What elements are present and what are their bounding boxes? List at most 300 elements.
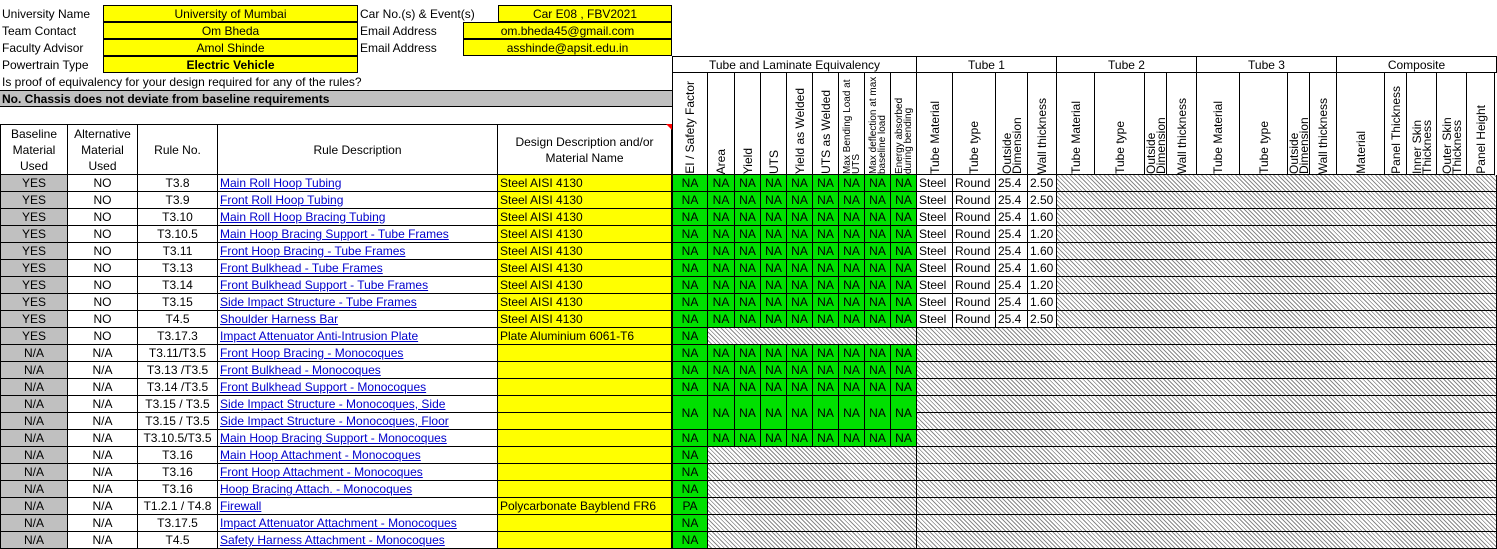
equivalency-cell[interactable]: NA: [891, 294, 917, 311]
alternative-cell[interactable]: NO: [68, 175, 138, 192]
ei-safety-factor-cell[interactable]: NA: [672, 481, 708, 498]
equivalency-cell[interactable]: NA: [813, 192, 839, 209]
hatched-cells: [917, 515, 1497, 532]
alternative-cell[interactable]: N/A: [68, 396, 138, 413]
rule-description-link[interactable]: Side Impact Structure - Monocoques, Side: [218, 396, 498, 413]
alternative-cell[interactable]: NO: [68, 209, 138, 226]
equivalency-cell[interactable]: NA: [865, 311, 891, 328]
baseline-cell[interactable]: YES: [0, 226, 68, 243]
baseline-cell[interactable]: YES: [0, 192, 68, 209]
equivalency-cell[interactable]: NA: [865, 362, 891, 379]
design-description-cell[interactable]: Steel AISI 4130: [498, 294, 672, 311]
design-description-cell[interactable]: [498, 515, 672, 532]
rule-description-link[interactable]: Front Hoop Bracing - Tube Frames: [218, 243, 498, 260]
rule-description-link[interactable]: Main Roll Hoop Tubing: [218, 175, 498, 192]
design-description-cell[interactable]: [498, 481, 672, 498]
design-description-cell[interactable]: Polycarbonate Bayblend FR6: [498, 498, 672, 515]
equivalency-cell[interactable]: NA: [708, 396, 735, 430]
rule-description-link[interactable]: Side Impact Structure - Monocoques, Floor: [218, 413, 498, 430]
tube1-material-cell[interactable]: Steel: [917, 311, 953, 328]
header-tube1-material: [917, 73, 953, 175]
equivalency-cell[interactable]: NA: [891, 192, 917, 209]
equivalency-cell[interactable]: NA: [839, 243, 865, 260]
alternative-cell[interactable]: NO: [68, 226, 138, 243]
ei-safety-factor-cell[interactable]: NA: [672, 192, 708, 209]
header-text: Tube type: [967, 121, 981, 174]
rule-description-link[interactable]: Firewall: [218, 498, 498, 515]
header-tube3-material: [1197, 73, 1240, 175]
equivalency-cell[interactable]: NA: [813, 345, 839, 362]
header-uts-as-welded: [813, 73, 839, 175]
hatched-cells: [917, 532, 1497, 549]
tube1-material-cell[interactable]: Steel: [917, 226, 953, 243]
hatched-cells: [708, 328, 917, 345]
equivalency-cell[interactable]: NA: [761, 294, 787, 311]
equivalency-cell[interactable]: NA: [839, 430, 865, 447]
tube1-wall-cell[interactable]: 2.50: [1028, 311, 1057, 328]
equivalency-cell[interactable]: NA: [708, 294, 735, 311]
alternative-cell[interactable]: N/A: [68, 464, 138, 481]
equivalency-cell[interactable]: NA: [865, 430, 891, 447]
rule-no-cell: T3.11/T3.5: [138, 345, 218, 362]
equivalency-cell[interactable]: NA: [839, 345, 865, 362]
equivalency-cell[interactable]: NA: [839, 209, 865, 226]
equivalency-cell[interactable]: NA: [891, 379, 917, 396]
design-description-cell[interactable]: [498, 362, 672, 379]
equivalency-cell[interactable]: NA: [708, 260, 735, 277]
baseline-cell[interactable]: N/A: [0, 532, 68, 549]
faculty-advisor-value[interactable]: Amol Shinde: [103, 39, 358, 56]
equivalency-cell[interactable]: NA: [839, 175, 865, 192]
header-yield: [735, 73, 761, 175]
equivalency-cell[interactable]: NA: [891, 243, 917, 260]
ei-safety-factor-cell[interactable]: NA: [672, 294, 708, 311]
equivalency-cell[interactable]: NA: [813, 260, 839, 277]
equivalency-cell[interactable]: NA: [761, 209, 787, 226]
rule-description-link[interactable]: Front Hoop Attachment - Monocoques: [218, 464, 498, 481]
equivalency-cell[interactable]: NA: [787, 209, 813, 226]
alternative-cell[interactable]: N/A: [68, 498, 138, 515]
tube1-wall-cell[interactable]: 1.60: [1028, 294, 1057, 311]
baseline-cell[interactable]: N/A: [0, 413, 68, 430]
equivalency-cell[interactable]: NA: [813, 243, 839, 260]
tube1-wall-cell[interactable]: 1.60: [1028, 260, 1057, 277]
tube1-od-cell[interactable]: 25.4: [996, 260, 1028, 277]
equivalency-cell[interactable]: NA: [865, 243, 891, 260]
equivalency-cell[interactable]: NA: [865, 345, 891, 362]
equivalency-cell[interactable]: NA: [787, 362, 813, 379]
rule-description-link[interactable]: Front Roll Hoop Tubing: [218, 192, 498, 209]
design-description-cell[interactable]: Steel AISI 4130: [498, 209, 672, 226]
equivalency-cell[interactable]: NA: [735, 175, 761, 192]
ei-safety-factor-cell[interactable]: NA: [672, 430, 708, 447]
tube1-type-cell[interactable]: Round: [953, 192, 996, 209]
ei-safety-factor-cell[interactable]: NA: [672, 379, 708, 396]
baseline-cell[interactable]: N/A: [0, 430, 68, 447]
equivalency-cell[interactable]: NA: [761, 396, 787, 430]
tube1-type-cell[interactable]: Round: [953, 277, 996, 294]
equivalency-cell[interactable]: NA: [735, 192, 761, 209]
ei-safety-factor-cell[interactable]: NA: [672, 345, 708, 362]
equivalency-cell[interactable]: NA: [787, 192, 813, 209]
equivalency-question: Is proof of equivalency for your design required for any of the rules?: [2, 74, 362, 89]
email-value-1[interactable]: om.bheda45@gmail.com: [463, 22, 672, 39]
alternative-cell[interactable]: N/A: [68, 413, 138, 430]
baseline-cell[interactable]: N/A: [0, 515, 68, 532]
ei-safety-factor-cell[interactable]: NA: [672, 464, 708, 481]
equivalency-cell[interactable]: NA: [735, 243, 761, 260]
header-text: UTS: [766, 150, 781, 174]
equivalency-cell[interactable]: NA: [839, 379, 865, 396]
equivalency-cell[interactable]: NA: [787, 430, 813, 447]
equivalency-cell[interactable]: NA: [761, 243, 787, 260]
rule-no-cell: T3.15: [138, 294, 218, 311]
tube1-type-cell[interactable]: Round: [953, 209, 996, 226]
equivalency-cell[interactable]: NA: [761, 175, 787, 192]
tube1-od-cell[interactable]: 25.4: [996, 311, 1028, 328]
equivalency-cell[interactable]: NA: [813, 209, 839, 226]
ei-safety-factor-cell[interactable]: NA: [672, 447, 708, 464]
equivalency-cell[interactable]: NA: [865, 209, 891, 226]
header-tube1-type: [953, 73, 996, 175]
rule-description-link[interactable]: Impact Attenuator Anti-Intrusion Plate: [218, 328, 498, 345]
design-description-cell[interactable]: [498, 345, 672, 362]
equivalency-cell[interactable]: NA: [891, 209, 917, 226]
tube1-material-cell[interactable]: Steel: [917, 192, 953, 209]
equivalency-cell[interactable]: NA: [813, 277, 839, 294]
tube1-wall-cell[interactable]: 2.50: [1028, 175, 1057, 192]
hatched-cells: [917, 430, 1497, 447]
tube1-type-cell[interactable]: Round: [953, 243, 996, 260]
hatched-cells: [1057, 243, 1497, 260]
equivalency-cell[interactable]: NA: [891, 260, 917, 277]
tube1-type-cell[interactable]: Round: [953, 294, 996, 311]
rule-description-link[interactable]: Safety Harness Attachment - Monocoques: [218, 532, 498, 549]
baseline-cell[interactable]: N/A: [0, 447, 68, 464]
equivalency-cell[interactable]: NA: [813, 294, 839, 311]
tube1-type-cell[interactable]: Round: [953, 260, 996, 277]
design-description-cell[interactable]: [498, 430, 672, 447]
equivalency-cell[interactable]: NA: [708, 192, 735, 209]
design-description-cell[interactable]: [498, 413, 672, 430]
equivalency-cell[interactable]: NA: [839, 260, 865, 277]
alternative-cell[interactable]: N/A: [68, 379, 138, 396]
baseline-cell[interactable]: N/A: [0, 345, 68, 362]
header-rule-description: Rule Description: [218, 124, 498, 175]
baseline-cell[interactable]: YES: [0, 175, 68, 192]
rule-description-link[interactable]: Front Bulkhead - Tube Frames: [218, 260, 498, 277]
header-tube3-type: [1240, 73, 1288, 175]
design-description-cell[interactable]: Steel AISI 4130: [498, 260, 672, 277]
equivalency-cell[interactable]: NA: [865, 175, 891, 192]
alternative-cell[interactable]: NO: [68, 277, 138, 294]
equivalency-cell[interactable]: NA: [891, 175, 917, 192]
baseline-cell[interactable]: YES: [0, 311, 68, 328]
rule-no-cell: T3.17.5: [138, 515, 218, 532]
university-value[interactable]: University of Mumbai: [103, 5, 358, 22]
equivalency-cell[interactable]: NA: [891, 396, 917, 430]
alternative-cell[interactable]: NO: [68, 192, 138, 209]
header-text: UTS as Welded: [818, 90, 833, 174]
ei-safety-factor-cell[interactable]: NA: [672, 175, 708, 192]
equivalency-cell[interactable]: NA: [787, 311, 813, 328]
header-text: Panel Thickness: [1388, 86, 1403, 174]
tube1-od-cell[interactable]: 25.4: [996, 192, 1028, 209]
tube1-od-cell[interactable]: 25.4: [996, 175, 1028, 192]
tube1-type-cell[interactable]: Round: [953, 175, 996, 192]
tube1-type-cell[interactable]: Round: [953, 226, 996, 243]
equivalency-cell[interactable]: NA: [708, 362, 735, 379]
header-text: Material: [1353, 131, 1368, 174]
equivalency-cell[interactable]: NA: [813, 226, 839, 243]
equivalency-cell[interactable]: NA: [708, 311, 735, 328]
equivalency-cell[interactable]: NA: [839, 294, 865, 311]
alternative-cell[interactable]: N/A: [68, 345, 138, 362]
equivalency-answer[interactable]: No. Chassis does not deviate from baseline requirements: [0, 90, 672, 107]
design-description-cell[interactable]: Steel AISI 4130: [498, 311, 672, 328]
tube1-od-cell[interactable]: 25.4: [996, 226, 1028, 243]
design-description-cell[interactable]: [498, 447, 672, 464]
equivalency-cell[interactable]: NA: [787, 175, 813, 192]
alternative-cell[interactable]: N/A: [68, 515, 138, 532]
design-description-cell[interactable]: Steel AISI 4130: [498, 277, 672, 294]
powertrain-value[interactable]: Electric Vehicle: [103, 56, 358, 73]
equivalency-cell[interactable]: NA: [761, 379, 787, 396]
equivalency-cell[interactable]: NA: [865, 226, 891, 243]
rule-description-link[interactable]: Shoulder Harness Bar: [218, 311, 498, 328]
equivalency-cell[interactable]: NA: [891, 362, 917, 379]
ei-safety-factor-cell[interactable]: NA: [672, 209, 708, 226]
design-description-cell[interactable]: [498, 532, 672, 549]
equivalency-cell[interactable]: NA: [787, 396, 813, 430]
ei-safety-factor-cell[interactable]: NA: [672, 226, 708, 243]
rule-description-link[interactable]: Front Bulkhead Support - Tube Frames: [218, 277, 498, 294]
equivalency-cell[interactable]: NA: [708, 277, 735, 294]
baseline-cell[interactable]: YES: [0, 277, 68, 294]
design-description-cell[interactable]: [498, 379, 672, 396]
tube1-od-cell[interactable]: 25.4: [996, 243, 1028, 260]
equivalency-cell[interactable]: NA: [735, 362, 761, 379]
tube1-wall-cell[interactable]: 2.50: [1028, 192, 1057, 209]
equivalency-cell[interactable]: NA: [787, 379, 813, 396]
tube1-od-cell[interactable]: 25.4: [996, 209, 1028, 226]
baseline-cell[interactable]: N/A: [0, 498, 68, 515]
design-description-cell[interactable]: [498, 464, 672, 481]
baseline-cell[interactable]: N/A: [0, 464, 68, 481]
equivalency-cell[interactable]: NA: [865, 260, 891, 277]
baseline-cell[interactable]: N/A: [0, 362, 68, 379]
baseline-cell[interactable]: YES: [0, 328, 68, 345]
hatched-cells: [917, 345, 1497, 362]
equivalency-cell[interactable]: NA: [865, 379, 891, 396]
equivalency-cell[interactable]: NA: [839, 192, 865, 209]
alternative-cell[interactable]: N/A: [68, 362, 138, 379]
design-description-cell[interactable]: Steel AISI 4130: [498, 175, 672, 192]
rule-description-link[interactable]: Hoop Bracing Attach. - Monocoques: [218, 481, 498, 498]
equivalency-cell[interactable]: NA: [708, 226, 735, 243]
baseline-cell[interactable]: YES: [0, 260, 68, 277]
equivalency-cell[interactable]: NA: [761, 430, 787, 447]
equivalency-cell[interactable]: NA: [735, 345, 761, 362]
alternative-cell[interactable]: NO: [68, 294, 138, 311]
alternative-cell[interactable]: N/A: [68, 430, 138, 447]
equivalency-cell[interactable]: NA: [761, 362, 787, 379]
header-outer-skin-thickness: [1437, 73, 1467, 175]
equivalency-cell[interactable]: NA: [735, 209, 761, 226]
ei-safety-factor-cell[interactable]: NA: [672, 396, 708, 430]
equivalency-cell[interactable]: NA: [787, 243, 813, 260]
equivalency-cell[interactable]: NA: [761, 260, 787, 277]
equivalency-cell[interactable]: NA: [813, 362, 839, 379]
hatched-cells: [1057, 311, 1497, 328]
equivalency-cell[interactable]: NA: [865, 396, 891, 430]
tube1-wall-cell[interactable]: 1.20: [1028, 226, 1057, 243]
design-description-cell[interactable]: Steel AISI 4130: [498, 243, 672, 260]
equivalency-cell[interactable]: NA: [761, 226, 787, 243]
equivalency-cell[interactable]: NA: [735, 277, 761, 294]
design-description-cell[interactable]: Steel AISI 4130: [498, 192, 672, 209]
equivalency-cell[interactable]: NA: [891, 277, 917, 294]
ei-safety-factor-cell[interactable]: NA: [672, 243, 708, 260]
rule-description-link[interactable]: Main Hoop Attachment - Monocoques: [218, 447, 498, 464]
baseline-cell[interactable]: N/A: [0, 481, 68, 498]
rule-description-link[interactable]: Front Bulkhead Support - Monocoques: [218, 379, 498, 396]
design-description-cell[interactable]: Plate Aluminium 6061-T6: [498, 328, 672, 345]
equivalency-cell[interactable]: NA: [761, 277, 787, 294]
tube1-wall-cell[interactable]: 1.20: [1028, 277, 1057, 294]
tube1-material-cell[interactable]: Steel: [917, 277, 953, 294]
rule-description-link[interactable]: Main Roll Hoop Bracing Tubing: [218, 209, 498, 226]
equivalency-cell[interactable]: NA: [891, 226, 917, 243]
equivalency-cell[interactable]: NA: [735, 260, 761, 277]
equivalency-cell[interactable]: NA: [787, 226, 813, 243]
equivalency-cell[interactable]: NA: [865, 192, 891, 209]
equivalency-cell[interactable]: NA: [735, 430, 761, 447]
equivalency-cell[interactable]: NA: [787, 260, 813, 277]
equivalency-cell[interactable]: NA: [787, 294, 813, 311]
car-value[interactable]: Car E08 , FBV2021: [498, 5, 672, 22]
rule-description-link[interactable]: Front Bulkhead - Monocoques: [218, 362, 498, 379]
rule-no-cell: T1.2.1 / T4.8: [138, 498, 218, 515]
baseline-cell[interactable]: N/A: [0, 396, 68, 413]
equivalency-cell[interactable]: NA: [708, 430, 735, 447]
tube1-material-cell[interactable]: Steel: [917, 243, 953, 260]
equivalency-cell[interactable]: NA: [813, 430, 839, 447]
header-text: Tube type: [1256, 121, 1271, 174]
equivalency-cell[interactable]: NA: [735, 311, 761, 328]
baseline-cell[interactable]: YES: [0, 294, 68, 311]
baseline-cell[interactable]: N/A: [0, 379, 68, 396]
equivalency-cell[interactable]: NA: [839, 226, 865, 243]
rule-description-link[interactable]: Main Hoop Bracing Support - Monocoques: [218, 430, 498, 447]
email-value-2[interactable]: asshinde@apsit.edu.in: [463, 39, 672, 56]
ei-safety-factor-cell[interactable]: NA: [672, 277, 708, 294]
hatched-cells: [917, 396, 1497, 413]
equivalency-cell[interactable]: NA: [735, 396, 761, 430]
equivalency-cell[interactable]: NA: [787, 277, 813, 294]
ei-safety-factor-cell[interactable]: PA: [672, 498, 708, 515]
alternative-cell[interactable]: N/A: [68, 481, 138, 498]
alternative-cell[interactable]: NO: [68, 260, 138, 277]
rule-no-cell: T3.14: [138, 277, 218, 294]
equivalency-cell[interactable]: NA: [708, 345, 735, 362]
equivalency-cell[interactable]: NA: [865, 294, 891, 311]
equivalency-cell[interactable]: NA: [761, 192, 787, 209]
alternative-cell[interactable]: NO: [68, 328, 138, 345]
equivalency-cell[interactable]: NA: [891, 311, 917, 328]
equivalency-cell[interactable]: NA: [787, 345, 813, 362]
equivalency-cell[interactable]: NA: [839, 311, 865, 328]
ei-safety-factor-cell[interactable]: NA: [672, 362, 708, 379]
rule-description-link[interactable]: Main Hoop Bracing Support - Tube Frames: [218, 226, 498, 243]
equivalency-cell[interactable]: NA: [891, 430, 917, 447]
design-description-cell[interactable]: [498, 396, 672, 413]
alternative-cell[interactable]: NO: [68, 311, 138, 328]
tube1-type-cell[interactable]: Round: [953, 311, 996, 328]
rule-description-link[interactable]: Front Hoop Bracing - Monocoques: [218, 345, 498, 362]
design-description-cell[interactable]: Steel AISI 4130: [498, 226, 672, 243]
equivalency-cell[interactable]: NA: [839, 362, 865, 379]
equivalency-cell[interactable]: NA: [865, 277, 891, 294]
tube1-od-cell[interactable]: 25.4: [996, 277, 1028, 294]
header-text: Max deflection at max baseline load: [867, 76, 888, 174]
baseline-cell[interactable]: YES: [0, 243, 68, 260]
equivalency-cell[interactable]: NA: [813, 396, 839, 430]
team-contact-value[interactable]: Om Bheda: [103, 22, 358, 39]
rule-no-cell: T3.17.3: [138, 328, 218, 345]
equivalency-cell[interactable]: NA: [708, 243, 735, 260]
baseline-cell[interactable]: YES: [0, 209, 68, 226]
rule-description-link[interactable]: Side Impact Structure - Tube Frames: [218, 294, 498, 311]
equivalency-cell[interactable]: NA: [735, 379, 761, 396]
tube1-od-cell[interactable]: 25.4: [996, 294, 1028, 311]
ei-safety-factor-cell[interactable]: NA: [672, 260, 708, 277]
tube1-material-cell[interactable]: Steel: [917, 260, 953, 277]
tube1-material-cell[interactable]: Steel: [917, 209, 953, 226]
header-ei-safety-factor: [672, 73, 708, 175]
hatched-cells: [1057, 192, 1497, 209]
ei-safety-factor-cell[interactable]: NA: [672, 311, 708, 328]
tube1-wall-cell[interactable]: 1.60: [1028, 209, 1057, 226]
equivalency-cell[interactable]: NA: [708, 175, 735, 192]
header-text: Wall thickness: [1174, 97, 1189, 174]
equivalency-cell[interactable]: NA: [839, 277, 865, 294]
equivalency-cell[interactable]: NA: [735, 294, 761, 311]
equivalency-cell[interactable]: NA: [839, 396, 865, 430]
rule-no-cell: T3.15 / T3.5: [138, 396, 218, 413]
equivalency-cell[interactable]: NA: [761, 311, 787, 328]
tube1-wall-cell[interactable]: 1.60: [1028, 243, 1057, 260]
equivalency-cell[interactable]: NA: [813, 175, 839, 192]
equivalency-cell[interactable]: NA: [891, 345, 917, 362]
tube1-material-cell[interactable]: Steel: [917, 294, 953, 311]
tube1-material-cell[interactable]: Steel: [917, 175, 953, 192]
equivalency-cell[interactable]: NA: [761, 345, 787, 362]
header-text: Max Bending Load at UTS: [841, 79, 862, 174]
alternative-cell[interactable]: NO: [68, 243, 138, 260]
equivalency-cell[interactable]: NA: [708, 379, 735, 396]
ei-safety-factor-cell[interactable]: NA: [672, 532, 708, 549]
ei-safety-factor-cell[interactable]: NA: [672, 328, 708, 345]
rule-description-link[interactable]: Impact Attenuator Attachment - Monocoques: [218, 515, 498, 532]
equivalency-cell[interactable]: NA: [813, 379, 839, 396]
alternative-cell[interactable]: N/A: [68, 447, 138, 464]
alternative-cell[interactable]: N/A: [68, 532, 138, 549]
ei-safety-factor-cell[interactable]: NA: [672, 515, 708, 532]
equivalency-cell[interactable]: NA: [735, 226, 761, 243]
equivalency-cell[interactable]: NA: [708, 209, 735, 226]
equivalency-cell[interactable]: NA: [813, 311, 839, 328]
